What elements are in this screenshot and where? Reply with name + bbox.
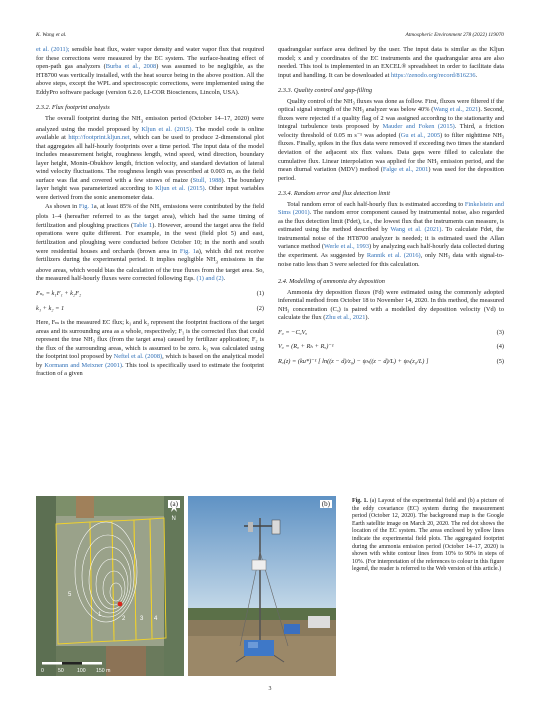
citation-link[interactable]: Mauder and Foken (2015) — [382, 123, 455, 131]
north-label: N — [171, 516, 176, 522]
page-number: 3 — [268, 686, 272, 692]
paragraph-target-area: As shown in Fig. 1a, at least 85% of the $NH_3$ emissions were contributed by the field plots 1–4 (hereafter referred to as the target area), which had the same timing of fertilization and ploughing practices (Table 1). However, around the target area the field operations were quite different. For example, in the west (field plot 5) and east, fertilization and ploughing were conducted before October 10; in the north and south were residential houses and orchards (brown area in Fig. 1a), which did not receive fertilizers during the experimental period. It implies negligible $NH_3$ emissions in the above areas, which would bias the calculation of the true fluxes from the target area. So, the measured half-hourly fluxes were corrected following Eqs. (1) and (2). — [36, 202, 265, 283]
running-head-authors: K. Wang et al. — [36, 32, 67, 38]
citation-link[interactable]: Finkelstein and Sims (2001) — [278, 200, 504, 217]
paragraph-equation-definitions: Here, Fₘ is the measured EC flux; k₁ and k₂ represent the footprint fractions of the target areas and its surrounding area as a whole, respectively; F₁ is the corrected flux that could represent the true NH₃ flux (from the target area) caused by fertilizer application; F₂ is the flux of the surrounding areas, which is assumed to be zero. k₁ was calculated using the footprint tool proposed by Neftel et al. (2008), which is based on the analytical model by Kormann and Meixner (2001). This tool is specifically used to estimate the footprint fraction of a given — [36, 319, 265, 378]
figure-panel-b-photo — [188, 496, 336, 676]
citation-link[interactable]: et al. (2011); — [36, 46, 70, 53]
right-column — [278, 46, 504, 373]
paragraph-intro: et al. (2011); sensible heat flux, water vapor density and water vapor flux that required for these corrections were measured by the EC system. The surface-heating effect of open-path gas analyzers (Burba et al., 2008) was assumed to be negligible, as the HT8700 was vertically installed, with the heat source being in the above position. All the above steps, except the WPL and spectroscopic corrections, were implemented using the EddyPro software package (version 6.2.0, LI-COR Biosciences, Lincoln, USA). — [36, 46, 264, 96]
equation-body: k₁ + k₂ = 1 — [36, 304, 65, 312]
equation-number: (5) — [496, 357, 504, 365]
section-heading-2-3-2: 2.3.2. Flux footprint analysis — [36, 104, 110, 112]
paragraph-random-error: Total random error of each half-hourly flux is estimated according to Finkelstein and Sims (2001). The random error component caused by instrumental noise, also regarded as the flux detection limit (Fdet), i.e., the lowest flux that the instruments can measure, is estimated using the method described by Wang et al. (2021). To calculate Fdet, the instrumental noise of the HT8700 analyzer is needed; it is estimated used the Allan variance method (Werle et al., 1993) by analyzing each half-hourly data collected during the experiment. As suggested by Rannik et al. (2016), only NH₃ data with signal-to-noise ratio less than 3 were selected for this calculation. — [278, 200, 504, 268]
citation-link[interactable]: Kljun et al. (2015) — [141, 125, 192, 133]
plot-number: 3 — [140, 616, 144, 622]
equation-number: (1) — [256, 290, 264, 298]
figure-1 — [36, 496, 336, 676]
equation-1 — [36, 290, 264, 299]
scale-label: 100 — [77, 668, 86, 674]
figure-link[interactable]: Fig. 1 — [179, 247, 196, 255]
citation-link[interactable]: Burba et al., 2008 — [105, 63, 157, 71]
citation-link[interactable]: Gu et al., 2005 — [400, 131, 441, 139]
caption-label: Fig. 1. — [352, 498, 368, 504]
equation-link[interactable]: (1) and (2) — [196, 275, 224, 283]
plot-number: 2 — [122, 616, 126, 622]
citation-link[interactable]: Falge et al., 2001 — [382, 166, 429, 174]
figure-panel-a-map — [36, 496, 184, 676]
caption-text: (a) Layout of the experimental field and (b) a picture of the eddy covariance (EC) system during the measurement period (October 12, 2020). The background map is the Google Earth satellite image on March 20, 2020. The red dot shows the location of the EC system. The areas enclosed by yellow lines indicate the experimental field plots. The aggregated footprint during the ammonia emission period (October 14–17, 2020) is shown with white contour lines from 10% to 90% in steps of 10%. (For interpretation of the references to colour in this figure legend, the reader is referred to the Web version of this article.) — [352, 498, 504, 573]
citation-link[interactable]: Wang et al., 2021 — [433, 106, 479, 114]
section-heading-2-3-3: 2.3.3. Quality control and gap-filling — [278, 87, 373, 95]
plot-number: 1 — [98, 612, 102, 618]
citation-link[interactable]: Kljun et al. (2015) — [155, 185, 205, 193]
ec-system-location-marker — [118, 602, 123, 607]
equation-number: (2) — [256, 304, 264, 312]
citation-link[interactable]: Rannik et al. (2016) — [366, 252, 421, 260]
equation-body: Fₙₑ = k₁F₁ + k₂F₂ — [36, 290, 82, 298]
panel-a-label: (a) — [170, 500, 178, 508]
figure-1-caption — [352, 498, 504, 574]
running-head-journal: Atmospheric Environment 278 (2022) 119070 — [405, 32, 504, 38]
equation-body: Vₐ = (Rₐ + Rₕ + Rₒ)⁻¹ — [278, 343, 334, 351]
paragraph-footprint-tool: quadrangular surface area defined by the user. The input data is similar as the Kljun model; x and y coordinates of the EC instruments and the quadrangular area are also needed. This tool is implemented in an EXCEL® spreadsheet in order to facilitate data input and handling. It can be downloaded at https://zenodo.org/record/816236. — [278, 46, 504, 79]
url-link[interactable]: https://zenodo.org/record/816236 — [390, 71, 476, 79]
citation-link[interactable]: Wang et al. (2021) — [390, 226, 442, 234]
table-link[interactable]: Table 1 — [133, 221, 153, 229]
equation-5 — [278, 358, 504, 367]
scale-label: 150 m — [96, 668, 111, 674]
url-link[interactable]: http://footprint.kljun.net — [68, 134, 130, 142]
left-column — [36, 46, 264, 379]
equation-4 — [278, 343, 504, 352]
paragraph-footprint-model: The overall footprint during the $NH_3$ emission period (October 14–17, 2020) were analyzed using the model proposed by Kljun et al. (2015). The model code is online available at http://footprint.kljun.net, which can be used to produce 2-dimensional plot that aggregates all half-hourly footprints over a time period. The input data of the model includes measurement height, roughness length, wind speed, wind direction, boundary layer height, Monin-Obukhov length, friction velocity, and standard deviation of lateral wind velocity fluctuations. The roughness length was prescribed at 0.003 m, as the field surface was flat and covered with a few straws of maize (Stull, 1988). The boundary layer height was parameterized according to Kljun et al. (2015). Other input variables were derived from the sonic anemometer data. — [36, 114, 264, 202]
figure-link[interactable]: Fig. 1 — [78, 202, 94, 210]
citation-link[interactable]: Zhu et al., 2021 — [325, 314, 366, 322]
paragraph-quality-control: Quality control of the NH₃ fluxes was done as follow. First, fluxes were filtered if the optical signal strength of the NH₃ analyzer was below 40% (Wang et al., 2021). Second, fluxes were rejected if a quality flag of 2 was assigned according to the stationarity and integral turbulence tests proposed by Mauder and Foken (2015). Third, a friction velocity threshold of 0.05 m s⁻¹ was adopted (Gu et al., 2005) to filter nighttime NH₃ fluxes. Finally, spikes in the flux data were removed if exceeding two times the standard deviation of the adjacent six flux values. Data gaps were filled to calculate the cumulative flux. Linear interpolation was applied for the NH₃ emission period, and the mean diurnal variation (MDV) method (Falge et al., 2001) was used for the deposition period. — [278, 97, 505, 182]
citation-link[interactable]: Neftel et al. (2008) — [113, 353, 163, 361]
ec-system-photo — [188, 496, 336, 676]
plot-number: 5 — [68, 592, 72, 598]
panel-b-label: (b) — [321, 500, 330, 508]
paragraph-dry-deposition: Ammonia dry deposition fluxes (Fd) were estimated using the commonly adopted inferential method from October 18 to November 14, 2020. In this method, the measured NH₃ concentration (Cₐ) is paired with a modelled dry deposition velocity (Vd) to calculate the flux (Zhu et al., 2021). — [278, 288, 504, 322]
equation-number: (3) — [496, 328, 504, 336]
running-head — [36, 32, 504, 41]
plot-number: 4 — [154, 616, 158, 622]
citation-link[interactable]: Kormann and Meixner (2001) — [44, 361, 122, 369]
scale-label: 0 — [41, 668, 44, 674]
equation-number: (4) — [496, 343, 504, 351]
equation-3 — [278, 329, 504, 338]
section-heading-2-4: 2.4. Modelling of ammonia dry deposition — [278, 278, 385, 286]
citation-link[interactable]: Stull, 1988 — [192, 176, 222, 184]
equation-body: Fₐ = −CₐVₐ — [278, 328, 308, 336]
scale-label: 50 — [58, 668, 64, 674]
equation-2 — [36, 305, 264, 314]
equation-body: Rₐ(z) = (ku*)⁻¹ [ ln((z − d)/z₀) − ψₕ((z − d)/L) + ψₕ(z₀/L) ] — [278, 357, 429, 365]
citation-link[interactable]: Werle et al., 1993 — [323, 243, 369, 251]
satellite-map-image — [36, 496, 184, 676]
section-heading-2-3-4: 2.3.4. Random error and flux detection limit — [278, 190, 391, 198]
